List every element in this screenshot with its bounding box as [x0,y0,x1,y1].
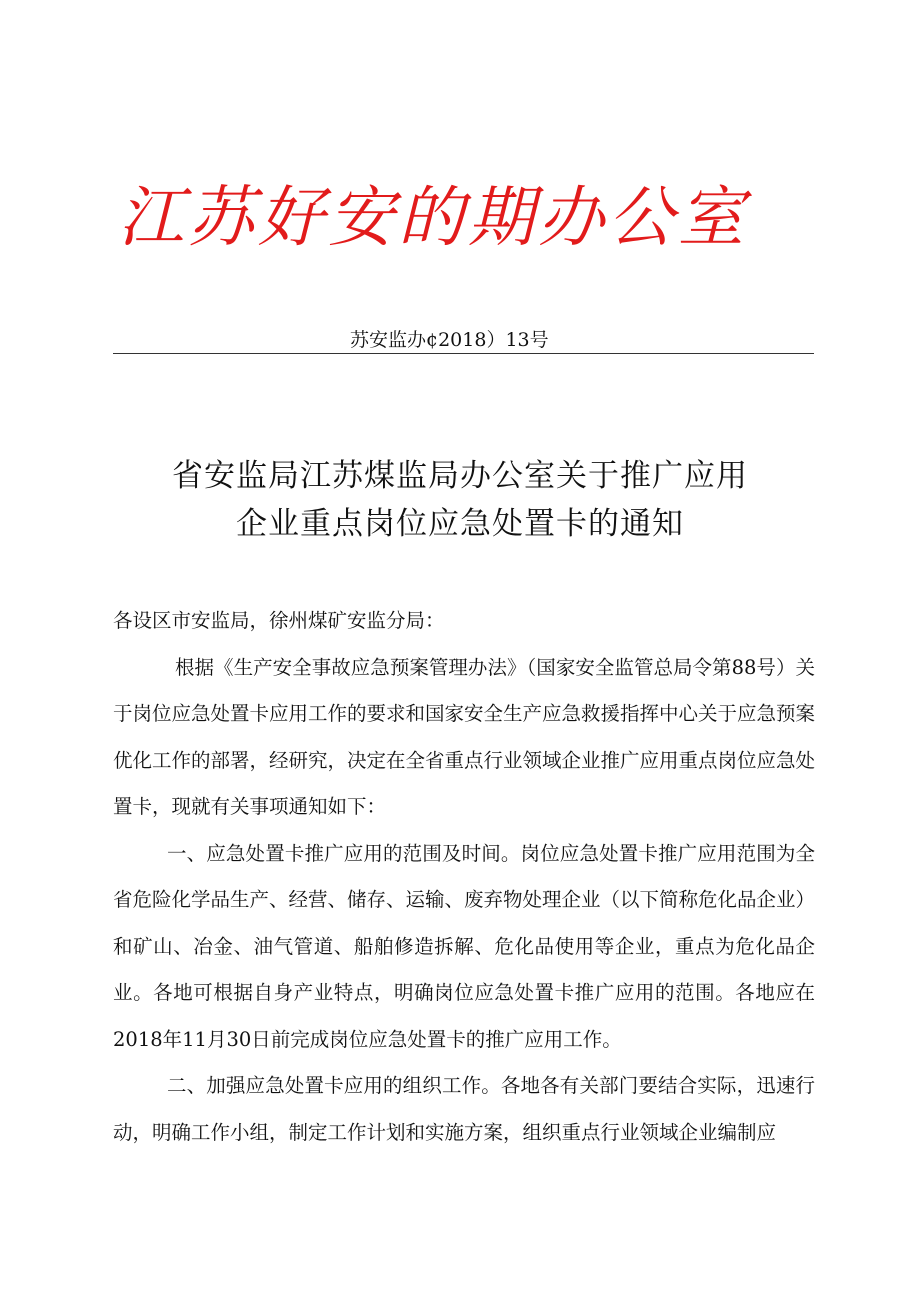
salutation: 各设区市安监局，徐州煤矿安监分局： [113,609,445,632]
document-number: 苏安监办¢2018）13号 [350,329,549,351]
notice-title-line-2: 企业重点岗位应急处置卡的通知 [236,506,684,542]
notice-title-line-1: 省安监局江苏煤监局办公室关于推广应用 [172,458,748,494]
notice-body [113,598,815,1156]
masthead-title: 江苏好安的期办公室 [118,179,748,256]
paragraph-scope: 一、应急处置卡推广应用的范围及时间。岗位应急处置卡推广应用范围为全省危险化学品生产、经营、储存、运输、废弃物处理企业（以下简称危化品企业）和矿山、冶金、油气管道、船舶修造拆解、危化品使用等企业，重点为危化品企业。各地可根据自身产业特点，明确岗位应急处置卡推广应用的范围。各地应在2018年11月30日前完成岗位应急处置卡的推广应用工作。 [113,841,816,1051]
header-divider [113,353,814,354]
paragraph-intro: 根据《生产安全事故应急预案管理办法》（国家安全监管总局令第88号）关于岗位应急处置卡应用工作的要求和国家安全生产应急救援指挥中心关于应急预案优化工作的部署，经研究，决定在全省重点行业领域企业推广应用重点岗位应急处置卡，现就有关事项通知如下： [113,655,816,818]
paragraph-organization: 二、加强应急处置卡应用的组织工作。各地各有关部门要结合实际，迅速行动，明确工作小组，制定工作计划和实施方案，组织重点行业领域企业编制应 [113,1074,815,1144]
notice-title [100,452,820,548]
